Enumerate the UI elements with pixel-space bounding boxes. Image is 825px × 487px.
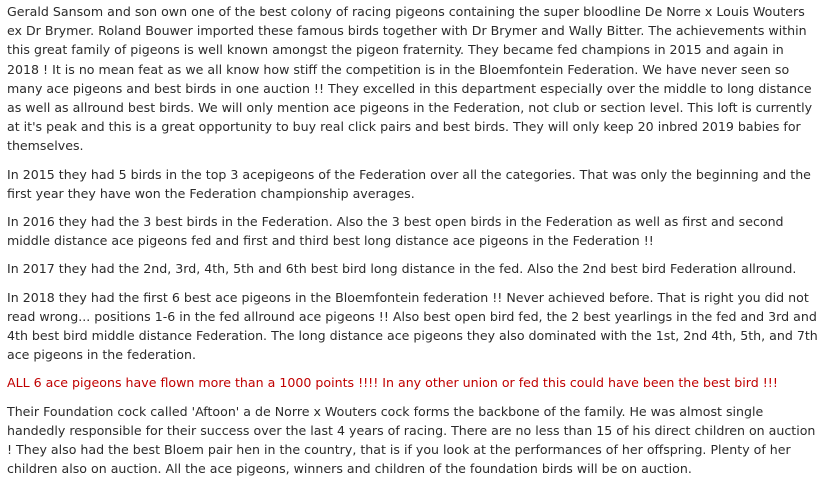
paragraph-2017: In 2017 they had the 2nd, 3rd, 4th, 5th and 6th best bird long distance in the fed. Also the 2nd best bird Federation allround. xyxy=(7,261,797,277)
paragraph-2015: In 2015 they had 5 birds in the top 3 acepigeons of the Federation over all the categories. That was only the beginning and the first year they have won the Federation championship averages. xyxy=(7,166,811,201)
highlight-paragraph: ALL 6 ace pigeons have flown more than a 1000 points !!!! In any other union or fed this could have been the best bird !!! xyxy=(7,375,778,391)
paragraph-2016: In 2016 they had the 3 best birds in the Federation. Also the 3 best open birds in the Federation as well as first and second middle distance ace pigeons fed and first and third best long distance ace pigeons in the Federation !! xyxy=(7,214,784,249)
intro-paragraph: Gerald Sansom and son own one of the best colony of racing pigeons containing the super bloodline De Norre x Louis Wouters ex Dr Brymer. Roland Bouwer imported these famous birds together with Dr Brymer and Wally Bitter. The achievements within this great family of pigeons is well known amongst the pigeon fraternity. They became fed champions in 2015 and again in 2018 ! It is no mean feat as we all know how stiff the competition is in the Bloemfontein Federation. We have never seen so many ace pigeons and best birds in one auction !! They excelled in this department especially over the middle to long distance as well as allround best birds. We will only mention ace pigeons in the Federation, not club or section level. This loft is currently at it's peak and this is a great opportunity to buy real click pairs and best birds. They will only keep 20 inbred 2019 babies for themselves. xyxy=(7,4,813,154)
foundation-cock-paragraph: Their Foundation cock called 'Aftoon' a de Norre x Wouters cock forms the backbone of the family. He was almost single handedly responsible for their success over the last 4 years of racing. There are no less than 15 of his direct children on auction ! They also had the best Bloem pair hen in the country, that is if you look at the performances of her offspring. Plenty of her children also on auction. All the ace pigeons, winners and children of the foundation birds will be on auction. xyxy=(7,403,816,477)
article-body xyxy=(7,2,819,487)
paragraph-2018: In 2018 they had the first 6 best ace pigeons in the Bloemfontein federation !! Never achieved before. That is right you did not read wrong... positions 1-6 in the fed allround ace pigeons !! Also best open bird fed, the 2 best yearlings in the fed and 3rd and 4th best bird middle distance Federation. The long distance ace pigeons they also dominated with the 1st, 2nd 4th, 5th, and 7th ace pigeons in the federation. xyxy=(7,289,818,363)
